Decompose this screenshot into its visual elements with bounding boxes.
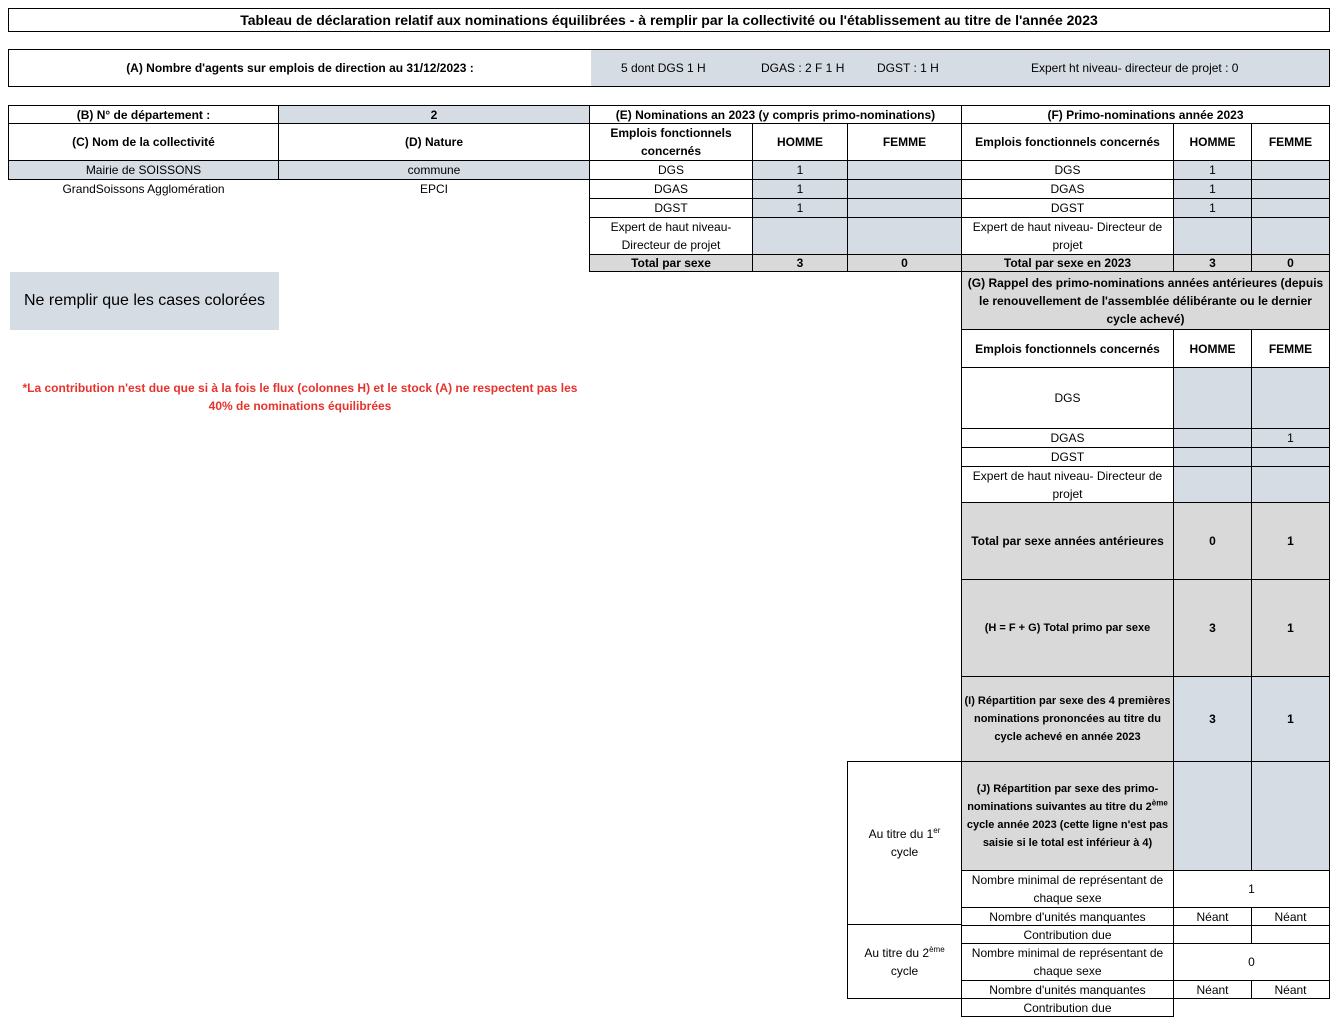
cycle-1-manquantes-label: Nombre d'unités manquantes	[961, 907, 1174, 926]
section-a-total: 5 dont DGS 1 H	[621, 61, 706, 75]
section-e-row-emploi: Expert de haut niveau- Directeur de projet	[589, 217, 753, 255]
cycle-2-label-sup: ème	[929, 944, 945, 954]
section-j-label-post: cycle année 2023 (cette ligne n'est pas saisie si le total est inférieur à 4)	[966, 819, 1169, 849]
section-e-col-homme: HOMME	[752, 123, 848, 161]
section-j-homme[interactable]	[1173, 761, 1252, 871]
cycle-2-min-label: Nombre minimal de représentant de chaque sexe	[961, 943, 1174, 981]
section-g-header: (G) Rappel des primo-nominations années antérieures (depuis le renouvellement de l'assemblée délibérante ou le dernier cycle achevé)	[961, 271, 1330, 330]
section-c-row-1[interactable]: Mairie de SOISSONS	[8, 160, 279, 180]
cycle-1-label	[847, 761, 962, 925]
section-g-row-femme[interactable]	[1251, 367, 1330, 429]
page-title	[8, 8, 1330, 32]
section-b-label: (B) N° de département :	[8, 105, 279, 124]
cycle-1-min-value: 1	[1173, 870, 1330, 908]
section-h-homme: 3	[1173, 579, 1252, 677]
section-d-header: (D) Nature	[278, 123, 590, 161]
section-g-total-femme: 1	[1251, 502, 1330, 580]
section-g-row-emploi: DGST	[961, 447, 1174, 467]
cycle-1-min-label: Nombre minimal de représentant de chaque sexe	[961, 870, 1174, 908]
section-e-total-femme: 0	[847, 254, 962, 272]
section-f-row-homme[interactable]: 1	[1173, 160, 1252, 180]
section-f-row-femme[interactable]	[1251, 198, 1330, 218]
section-c-header: (C) Nom de la collectivité	[8, 123, 279, 161]
section-j-label	[961, 761, 1174, 871]
section-e-row-femme[interactable]	[847, 217, 962, 255]
section-g-row-homme[interactable]	[1173, 466, 1252, 503]
section-g-row-homme[interactable]	[1173, 428, 1252, 448]
section-e-row-homme[interactable]: 1	[752, 160, 848, 180]
section-f-total-homme: 3	[1173, 254, 1252, 272]
section-j-label-pre: (J) Répartition par sexe des primo-nominations suivantes au titre du 2	[967, 783, 1159, 813]
section-h-femme: 1	[1251, 579, 1330, 677]
section-f-row-emploi: DGS	[961, 160, 1174, 180]
section-c-row-2: GrandSoissons Agglomération	[62, 182, 225, 196]
cycle-1-label-text	[869, 825, 941, 861]
section-e-row-emploi: DGST	[589, 198, 753, 218]
section-e-row-homme[interactable]	[752, 217, 848, 255]
section-g-total-label: Total par sexe années antérieures	[961, 502, 1174, 580]
section-d-row-1[interactable]: commune	[278, 160, 590, 180]
cycle-2-label-pre: Au titre du 2	[864, 945, 930, 960]
cycle-2-manquantes-homme: Néant	[1173, 980, 1252, 999]
contribution-note	[16, 378, 584, 416]
section-f-col-emplois: Emplois fonctionnels concernés	[961, 123, 1174, 161]
section-f-header: (F) Primo-nominations année 2023	[961, 105, 1330, 124]
section-g-row-homme[interactable]	[1173, 447, 1252, 467]
contribution-note-text: *La contribution n'est due que si à la fois le flux (colonnes H) et le stock (A) ne respectent pas les 40% de nominations équilibrées	[22, 381, 578, 413]
section-e-row-femme[interactable]	[847, 198, 962, 218]
section-e-row-femme[interactable]	[847, 179, 962, 199]
section-a-values[interactable]	[591, 50, 1329, 86]
section-f-col-femme: FEMME	[1251, 123, 1330, 161]
section-f-total-femme: 0	[1251, 254, 1330, 272]
section-g-total-homme: 0	[1173, 502, 1252, 580]
section-g-row-femme[interactable]	[1251, 466, 1330, 503]
section-e-row-emploi: DGS	[589, 160, 753, 180]
cycle-2-manquantes-label: Nombre d'unités manquantes	[961, 980, 1174, 999]
cycle-2-label-text	[864, 944, 944, 980]
section-i-label: (I) Répartition par sexe des 4 premières nominations prononcées au titre du cycle achevé en année 2023	[961, 676, 1174, 762]
section-f-row-femme[interactable]	[1251, 160, 1330, 180]
section-e-header: (E) Nominations an 2023 (y compris primo-nominations)	[589, 105, 962, 124]
section-a-label: (A) Nombre d'agents sur emplois de direction au 31/12/2023 :	[126, 61, 474, 75]
section-i-femme[interactable]: 1	[1251, 676, 1330, 762]
cycle-1-label-sup: er	[933, 826, 941, 835]
section-g-col-emplois: Emplois fonctionnels concernés	[961, 329, 1174, 368]
section-e-row-homme[interactable]: 1	[752, 198, 848, 218]
section-a-expert: Expert ht niveau- directeur de projet : 0	[1031, 61, 1239, 75]
section-a-dgas: DGAS : 2 F 1 H	[761, 61, 845, 75]
section-a-row	[8, 49, 1330, 87]
section-f-row-emploi: DGST	[961, 198, 1174, 218]
section-g-col-femme: FEMME	[1251, 329, 1330, 368]
cycle-1-contribution-label: Contribution due	[961, 925, 1174, 944]
section-e-col-emplois: Emplois fonctionnels concernés	[589, 123, 753, 161]
section-f-row-emploi: DGAS	[961, 179, 1174, 199]
note-box-text: Ne remplir que les cases colorées	[24, 292, 265, 309]
page-title-text: Tableau de déclaration relatif aux nominations équilibrées - à remplir par la collectivité ou l'établissement au titre de l'année 2023	[240, 12, 1098, 28]
cycle-1-label-post: cycle	[890, 845, 919, 859]
section-j-label-text	[964, 780, 1171, 852]
section-f-row-femme[interactable]	[1251, 179, 1330, 199]
section-b-value[interactable]: 2	[278, 105, 590, 124]
cycle-1-manquantes-femme: Néant	[1251, 907, 1330, 926]
section-g-row-homme[interactable]	[1173, 367, 1252, 429]
section-e-row-homme[interactable]: 1	[752, 179, 848, 199]
section-a-dgst: DGST : 1 H	[877, 61, 939, 75]
section-j-femme[interactable]	[1251, 761, 1330, 871]
section-g-row-femme[interactable]	[1251, 447, 1330, 467]
section-e-col-femme: FEMME	[847, 123, 962, 161]
cycle-2-label	[847, 924, 962, 999]
cycle-2-contribution-label: Contribution due	[961, 998, 1174, 1017]
cycle-2-manquantes-femme: Néant	[1251, 980, 1330, 999]
section-f-row-homme[interactable]: 1	[1173, 198, 1252, 218]
cycle-1-contribution-femme	[1251, 925, 1330, 944]
cycle-1-label-pre: Au titre du 1	[868, 827, 934, 841]
section-f-row-emploi: Expert de haut niveau- Directeur de projet	[961, 217, 1174, 255]
section-f-row-homme[interactable]	[1173, 217, 1252, 255]
cycle-1-contribution-homme	[1173, 925, 1252, 944]
section-h-label: (H = F + G) Total primo par sexe	[961, 579, 1174, 677]
section-f-row-homme[interactable]: 1	[1173, 179, 1252, 199]
section-g-row-emploi: Expert de haut niveau- Directeur de projet	[961, 466, 1174, 503]
section-g-row-femme[interactable]: 1	[1251, 428, 1330, 448]
section-f-total-label: Total par sexe en 2023	[961, 254, 1174, 272]
section-g-row-emploi: DGAS	[961, 428, 1174, 448]
section-f-col-homme: HOMME	[1173, 123, 1252, 161]
note-box	[10, 272, 279, 330]
section-d-row-2: EPCI	[419, 182, 448, 196]
section-g-col-homme: HOMME	[1173, 329, 1252, 368]
cycle-2-label-post: cycle	[890, 963, 919, 978]
section-e-row-emploi: DGAS	[589, 179, 753, 199]
section-g-row-emploi: DGS	[961, 367, 1174, 429]
section-f-row-femme[interactable]	[1251, 217, 1330, 255]
section-e-row-femme[interactable]	[847, 160, 962, 180]
section-e-total-label: Total par sexe	[589, 254, 753, 272]
cycle-2-min-value: 0	[1173, 943, 1330, 981]
section-i-homme[interactable]: 3	[1173, 676, 1252, 762]
cycle-1-manquantes-homme: Néant	[1173, 907, 1252, 926]
section-e-total-homme: 3	[752, 254, 848, 272]
section-j-label-sup: ème	[1151, 798, 1168, 808]
